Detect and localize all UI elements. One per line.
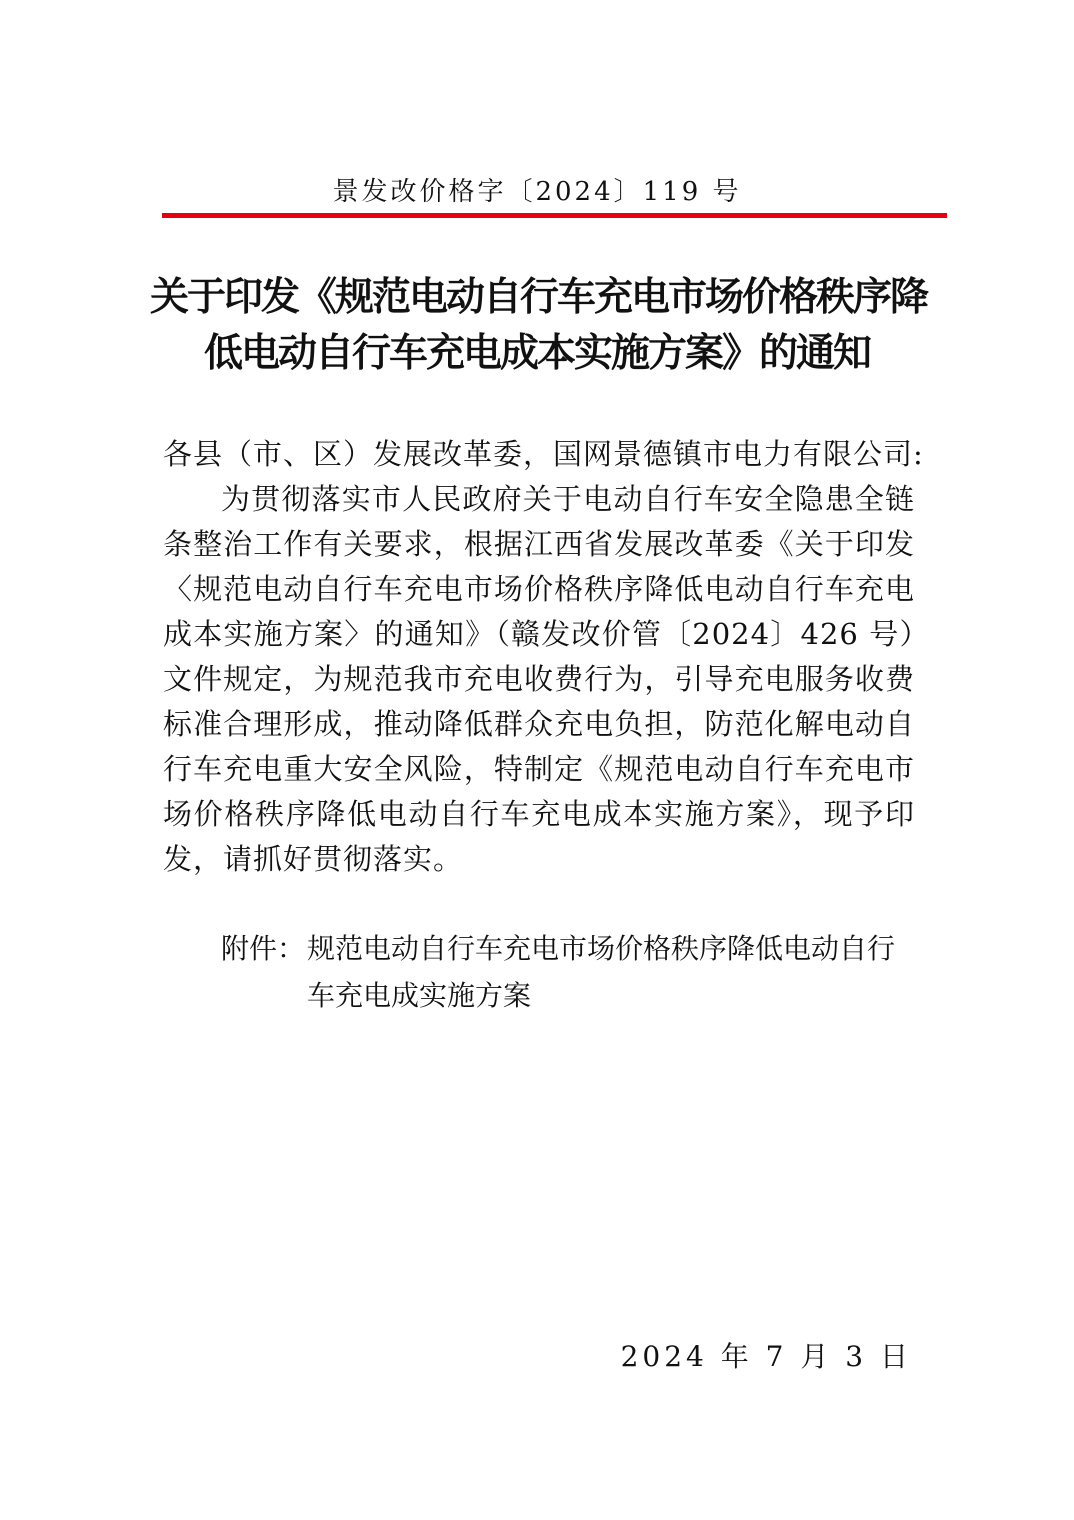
body-paragraph: 为贯彻落实市人民政府关于电动自行车安全隐患全链条整治工作有关要求，根据江西省发展改革委《关于印发〈规范电动自行车充电市场价格秩序降低电动自行车充电成本实施方案〉的通知》（赣发改价管〔2024〕426 号）文件规定，为规范我市充电收费行为，引导充电服务收费标准合理形成，推动降低群众充电负担，防范化解电动自行车充电重大安全风险，特制定《规范电动自行车充电市场价格秩序降低电动自行车充电成本实施方案》，现予印发，请抓好贯彻落实。 (163, 482, 915, 876)
issue-date: 2024 年 7 月 3 日 (620, 1340, 912, 1373)
attachment-note (221, 925, 921, 1019)
attachment-label: 附件： (221, 932, 306, 965)
title-line-2: 低电动自行车充电成本实施方案》的通知 (203, 331, 870, 376)
document-title (150, 270, 928, 382)
title-line-1: 关于印发《规范电动自行车充电市场价格秩序降 (150, 275, 928, 320)
document-number: 景发改价格字〔2024〕119 号 (332, 177, 742, 207)
salutation: 各县（市、区）发展改革委，国网景德镇市电力有限公司: (163, 437, 924, 471)
red-header-rule (162, 213, 947, 218)
attachment-name: 规范电动自行车充电市场价格秩序降低电动自行车充电成实施方案 (307, 932, 896, 1012)
